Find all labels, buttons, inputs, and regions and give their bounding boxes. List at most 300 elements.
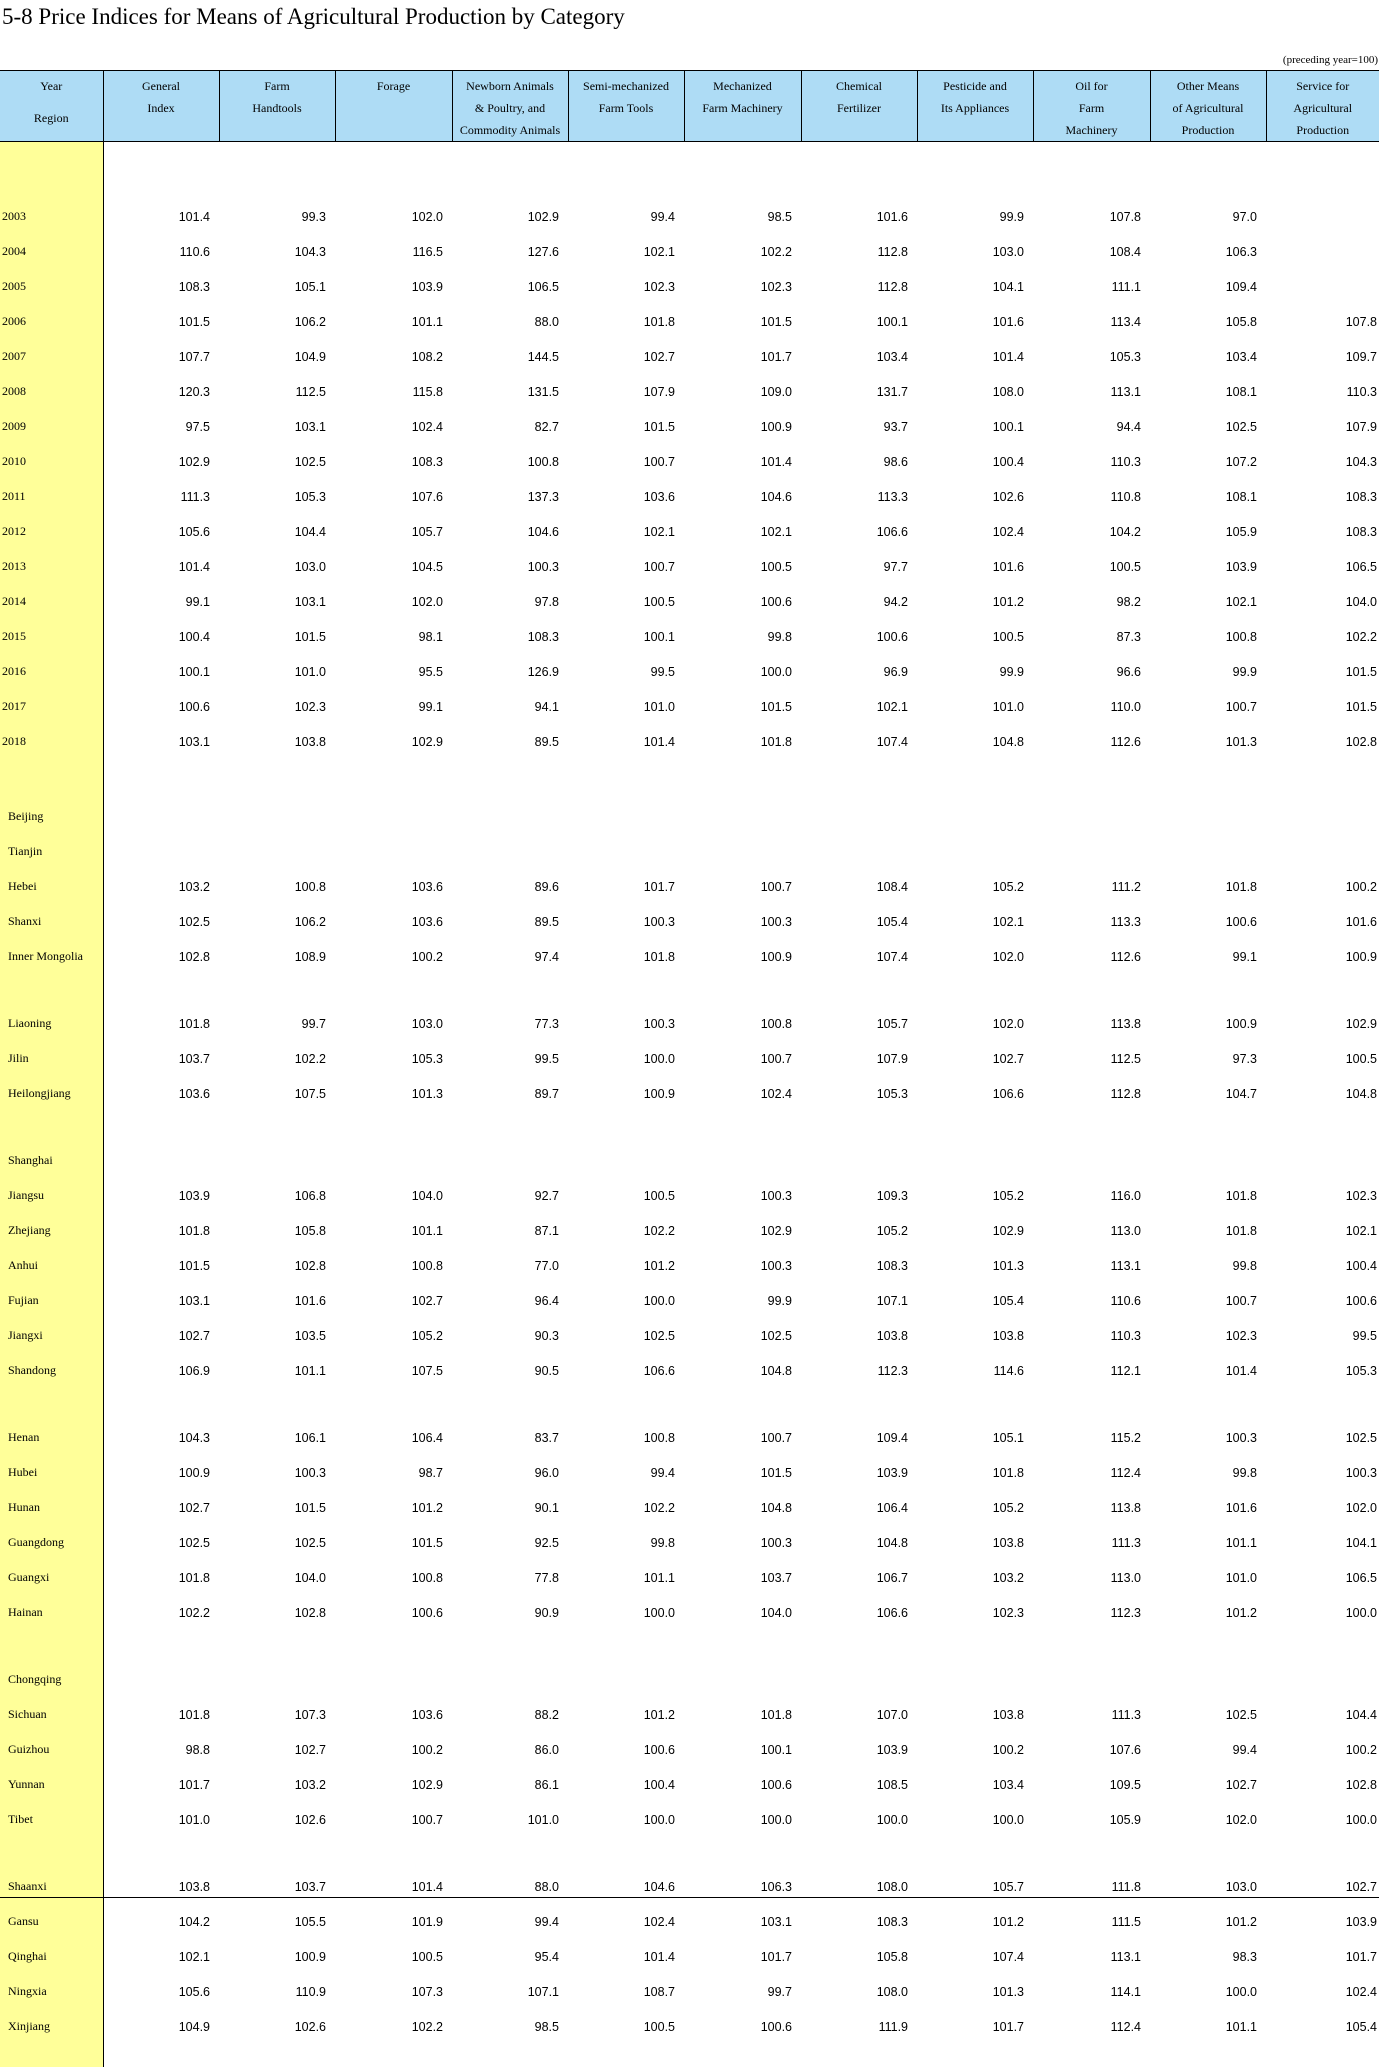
empty-cell: [568, 142, 684, 193]
value-cell: 105.3: [335, 1034, 452, 1069]
value-cell: [801, 827, 917, 862]
value-cell: 102.1: [1266, 1206, 1379, 1241]
value-cell: 100.1: [917, 402, 1033, 437]
value-cell: 113.0: [1033, 1206, 1150, 1241]
value-cell: 102.5: [1150, 402, 1266, 437]
value-cell: 98.5: [452, 2002, 568, 2037]
column-header-line: Production: [1267, 119, 1379, 141]
value-cell: 107.9: [801, 1034, 917, 1069]
year-label: 2005: [0, 262, 103, 297]
value-cell: 100.0: [801, 1795, 917, 1830]
region-label: Hunan: [0, 1483, 103, 1518]
value-cell: 103.8: [917, 1690, 1033, 1725]
value-cell: 102.5: [684, 1311, 801, 1346]
value-cell: 77.8: [452, 1553, 568, 1588]
value-cell: [568, 827, 684, 862]
column-header: [1033, 71, 1150, 142]
value-cell: 104.8: [684, 1483, 801, 1518]
empty-cell: [103, 1104, 219, 1136]
column-header: [103, 71, 219, 142]
region-row: [0, 1136, 1379, 1171]
value-cell: 103.6: [335, 1690, 452, 1725]
empty-cell: [452, 1623, 568, 1655]
value-cell: 101.6: [917, 297, 1033, 332]
value-cell: 92.7: [452, 1171, 568, 1206]
value-cell: 100.7: [1150, 1276, 1266, 1311]
empty-cell: [1266, 2037, 1379, 2067]
value-cell: 105.2: [917, 862, 1033, 897]
column-header-line: Forage: [336, 75, 452, 97]
spacer-row: [0, 1623, 1379, 1655]
value-cell: 102.7: [103, 1483, 219, 1518]
column-header-line: Commodity Animals: [453, 119, 568, 141]
value-cell: 100.3: [568, 999, 684, 1034]
value-cell: 110.3: [1033, 437, 1150, 472]
column-header: [684, 71, 801, 142]
value-cell: 89.5: [452, 717, 568, 752]
spacer-row: [0, 1381, 1379, 1413]
value-cell: 101.5: [1266, 682, 1379, 717]
value-cell: 103.1: [103, 1276, 219, 1311]
value-cell: 111.3: [103, 472, 219, 507]
value-cell: [1266, 192, 1379, 227]
value-cell: 110.8: [1033, 472, 1150, 507]
value-cell: [1150, 827, 1266, 862]
value-cell: 102.9: [684, 1206, 801, 1241]
empty-cell: [103, 752, 219, 792]
column-header-line: Oil for: [1034, 75, 1150, 97]
value-cell: 113.1: [1033, 367, 1150, 402]
value-cell: [1033, 1655, 1150, 1690]
value-cell: 126.9: [452, 647, 568, 682]
value-cell: [801, 792, 917, 827]
value-cell: 101.6: [1266, 897, 1379, 932]
value-cell: 104.3: [1266, 437, 1379, 472]
value-cell: 88.2: [452, 1690, 568, 1725]
value-cell: 103.9: [103, 1171, 219, 1206]
value-cell: 101.8: [917, 1448, 1033, 1483]
year-row: [0, 507, 1379, 542]
value-cell: 99.9: [1150, 647, 1266, 682]
year-label: 2007: [0, 332, 103, 367]
region-label: Gansu: [0, 1897, 103, 1932]
value-cell: 102.5: [103, 897, 219, 932]
empty-cell: [684, 967, 801, 999]
empty-cell: [1033, 752, 1150, 792]
year-label: 2015: [0, 612, 103, 647]
region-label: Liaoning: [0, 999, 103, 1034]
value-cell: 102.1: [1150, 577, 1266, 612]
value-cell: 103.8: [801, 1311, 917, 1346]
value-cell: 100.9: [219, 1932, 335, 1967]
empty-cell: [335, 1623, 452, 1655]
year-row: [0, 437, 1379, 472]
column-header-line: Its Appliances: [918, 97, 1033, 119]
value-cell: 102.3: [917, 1588, 1033, 1623]
value-cell: 98.3: [1150, 1932, 1266, 1967]
value-cell: 100.1: [684, 1725, 801, 1760]
empty-cell: [801, 1830, 917, 1862]
value-cell: 101.3: [917, 1967, 1033, 2002]
value-cell: 102.2: [568, 1483, 684, 1518]
value-cell: 101.4: [684, 437, 801, 472]
value-cell: 103.9: [1150, 542, 1266, 577]
empty-cell: [917, 967, 1033, 999]
value-cell: 103.2: [917, 1553, 1033, 1588]
value-cell: 102.5: [219, 437, 335, 472]
value-cell: 98.1: [335, 612, 452, 647]
region-row: [0, 1448, 1379, 1483]
value-cell: 96.4: [452, 1276, 568, 1311]
value-cell: 110.6: [103, 227, 219, 262]
value-cell: [219, 1136, 335, 1171]
value-cell: 97.7: [801, 542, 917, 577]
value-cell: 100.4: [917, 437, 1033, 472]
region-row: [0, 1862, 1379, 1897]
value-cell: [917, 1655, 1033, 1690]
region-row: [0, 1897, 1379, 1932]
value-cell: 102.7: [917, 1034, 1033, 1069]
value-cell: 107.3: [219, 1690, 335, 1725]
value-cell: 101.4: [917, 332, 1033, 367]
value-cell: 86.1: [452, 1760, 568, 1795]
value-cell: 113.3: [1033, 897, 1150, 932]
region-label: Guangxi: [0, 1553, 103, 1588]
value-cell: 102.0: [917, 932, 1033, 967]
value-cell: [335, 1136, 452, 1171]
year-label: 2006: [0, 297, 103, 332]
value-cell: 101.7: [568, 862, 684, 897]
value-cell: 99.8: [568, 1518, 684, 1553]
year-row: [0, 192, 1379, 227]
column-header-line: Farm Tools: [569, 97, 684, 119]
value-cell: 100.4: [568, 1760, 684, 1795]
value-cell: 100.0: [568, 1034, 684, 1069]
value-cell: 100.9: [1150, 999, 1266, 1034]
region-row: [0, 1795, 1379, 1830]
value-cell: 101.6: [801, 192, 917, 227]
empty-cell: [1150, 2037, 1266, 2067]
year-header-label: Year: [0, 75, 103, 97]
value-cell: 106.2: [219, 897, 335, 932]
value-cell: 101.0: [452, 1795, 568, 1830]
year-label: 2018: [0, 717, 103, 752]
value-cell: 96.9: [801, 647, 917, 682]
value-cell: 100.8: [568, 1413, 684, 1448]
value-cell: 103.9: [801, 1448, 917, 1483]
spacer-row: [0, 2037, 1379, 2067]
value-cell: 101.0: [568, 682, 684, 717]
value-cell: 111.2: [1033, 862, 1150, 897]
value-cell: 101.7: [684, 332, 801, 367]
region-header-label: Region: [0, 107, 103, 129]
year-label: 2009: [0, 402, 103, 437]
value-cell: 105.9: [1150, 507, 1266, 542]
value-cell: 99.9: [917, 647, 1033, 682]
empty-cell: [568, 967, 684, 999]
value-cell: 112.4: [1033, 2002, 1150, 2037]
value-cell: 99.4: [568, 1448, 684, 1483]
region-row: [0, 932, 1379, 967]
empty-cell: [1033, 1104, 1150, 1136]
value-cell: [335, 1655, 452, 1690]
value-cell: 108.3: [1266, 507, 1379, 542]
value-cell: 90.5: [452, 1346, 568, 1381]
value-cell: [103, 1136, 219, 1171]
value-cell: 100.6: [801, 612, 917, 647]
column-header-line: Other Means: [1151, 75, 1266, 97]
value-cell: 101.2: [917, 577, 1033, 612]
region-row: [0, 1690, 1379, 1725]
empty-cell: [1266, 142, 1379, 193]
region-label: Anhui: [0, 1241, 103, 1276]
value-cell: 103.8: [917, 1311, 1033, 1346]
empty-cell: [917, 1381, 1033, 1413]
empty-cell: [1266, 1381, 1379, 1413]
region-row: [0, 1171, 1379, 1206]
empty-cell: [219, 1104, 335, 1136]
value-cell: 109.4: [1150, 262, 1266, 297]
value-cell: 100.0: [684, 1795, 801, 1830]
value-cell: 105.3: [1033, 332, 1150, 367]
value-cell: 108.4: [801, 862, 917, 897]
column-header-line: Pesticide and: [918, 75, 1033, 97]
value-cell: 100.2: [1266, 1725, 1379, 1760]
value-cell: 100.8: [684, 999, 801, 1034]
empty-cell: [1150, 1830, 1266, 1862]
value-cell: 100.6: [684, 2002, 801, 2037]
value-cell: 103.2: [103, 862, 219, 897]
value-cell: 105.3: [801, 1069, 917, 1104]
value-cell: 105.8: [1150, 297, 1266, 332]
value-cell: 106.9: [103, 1346, 219, 1381]
value-cell: 103.0: [335, 999, 452, 1034]
value-cell: 110.6: [1033, 1276, 1150, 1311]
value-cell: 112.8: [1033, 1069, 1150, 1104]
empty-cell: [103, 142, 219, 193]
year-row: [0, 647, 1379, 682]
year-row: [0, 367, 1379, 402]
value-cell: [684, 792, 801, 827]
value-cell: 100.6: [1266, 1276, 1379, 1311]
value-cell: 105.4: [1266, 2002, 1379, 2037]
year-label: 2017: [0, 682, 103, 717]
column-header-line: Semi-mechanized: [569, 75, 684, 97]
value-cell: 106.3: [1150, 227, 1266, 262]
column-header-line: Chemical: [802, 75, 917, 97]
value-cell: 102.7: [1266, 1862, 1379, 1897]
value-cell: 101.8: [568, 297, 684, 332]
value-cell: 107.8: [1033, 192, 1150, 227]
value-cell: 99.4: [1150, 1725, 1266, 1760]
value-cell: 107.4: [801, 932, 917, 967]
value-cell: [1150, 792, 1266, 827]
value-cell: 101.8: [1150, 1171, 1266, 1206]
value-cell: 104.9: [103, 2002, 219, 2037]
table-bottom-rule: [0, 1897, 1379, 1898]
value-cell: [801, 1655, 917, 1690]
value-cell: 105.4: [917, 1276, 1033, 1311]
empty-cell: [568, 1381, 684, 1413]
stub-cell: [0, 1104, 103, 1136]
value-cell: 104.2: [1033, 507, 1150, 542]
value-cell: [452, 792, 568, 827]
value-cell: 107.2: [1150, 437, 1266, 472]
value-cell: 103.9: [335, 262, 452, 297]
value-cell: 102.7: [1150, 1760, 1266, 1795]
value-cell: 99.5: [452, 1034, 568, 1069]
value-cell: 106.6: [917, 1069, 1033, 1104]
value-cell: 100.7: [568, 437, 684, 472]
value-cell: 100.5: [568, 2002, 684, 2037]
value-cell: 120.3: [103, 367, 219, 402]
value-cell: 99.1: [103, 577, 219, 612]
empty-cell: [335, 1830, 452, 1862]
empty-cell: [452, 142, 568, 193]
value-cell: 97.4: [452, 932, 568, 967]
value-cell: [1266, 1655, 1379, 1690]
year-label: 2004: [0, 227, 103, 262]
value-cell: 101.5: [1266, 647, 1379, 682]
value-cell: 108.4: [1033, 227, 1150, 262]
spacer-row: [0, 142, 1379, 193]
value-cell: 90.9: [452, 1588, 568, 1623]
value-cell: 101.4: [103, 542, 219, 577]
value-cell: 102.4: [917, 507, 1033, 542]
empty-cell: [103, 2037, 219, 2067]
value-cell: 101.5: [684, 297, 801, 332]
value-cell: [335, 792, 452, 827]
region-row: [0, 1206, 1379, 1241]
value-cell: 102.0: [1266, 1483, 1379, 1518]
empty-cell: [801, 1104, 917, 1136]
value-cell: 108.3: [452, 612, 568, 647]
stub-cell: [0, 1830, 103, 1862]
value-cell: 105.2: [335, 1311, 452, 1346]
page-title: 5-8 Price Indices for Means of Agricultural Production by Category: [2, 2, 625, 32]
value-cell: 100.7: [684, 1413, 801, 1448]
value-cell: 101.5: [568, 402, 684, 437]
value-cell: 95.5: [335, 647, 452, 682]
empty-cell: [103, 967, 219, 999]
value-cell: 101.0: [1150, 1553, 1266, 1588]
value-cell: 112.8: [801, 262, 917, 297]
year-row: [0, 717, 1379, 752]
value-cell: 102.6: [219, 1795, 335, 1830]
value-cell: 101.4: [103, 192, 219, 227]
value-cell: 100.0: [917, 1795, 1033, 1830]
value-cell: 102.5: [568, 1311, 684, 1346]
value-cell: 101.8: [103, 999, 219, 1034]
value-cell: [103, 827, 219, 862]
stub-cell: [0, 1381, 103, 1413]
value-cell: 89.5: [452, 897, 568, 932]
empty-cell: [917, 752, 1033, 792]
value-cell: 99.9: [917, 192, 1033, 227]
value-cell: [1033, 827, 1150, 862]
value-cell: 100.4: [1266, 1241, 1379, 1276]
value-cell: 102.1: [568, 507, 684, 542]
value-cell: 102.1: [568, 227, 684, 262]
value-cell: 102.0: [1150, 1795, 1266, 1830]
empty-cell: [1033, 967, 1150, 999]
value-cell: 99.5: [1266, 1311, 1379, 1346]
value-cell: 101.1: [335, 1206, 452, 1241]
value-cell: 102.6: [219, 2002, 335, 2037]
value-cell: 106.6: [801, 507, 917, 542]
value-cell: 101.4: [1150, 1346, 1266, 1381]
region-row: [0, 1725, 1379, 1760]
value-cell: 102.9: [452, 192, 568, 227]
empty-cell: [219, 967, 335, 999]
value-cell: 102.8: [1266, 717, 1379, 752]
empty-cell: [568, 1104, 684, 1136]
empty-cell: [1266, 1623, 1379, 1655]
value-cell: 103.7: [103, 1034, 219, 1069]
region-label: Xinjiang: [0, 2002, 103, 2037]
value-cell: 116.5: [335, 227, 452, 262]
value-cell: 101.1: [568, 1553, 684, 1588]
value-cell: 101.8: [684, 1690, 801, 1725]
value-cell: 101.2: [1150, 1897, 1266, 1932]
value-cell: 101.2: [568, 1690, 684, 1725]
empty-cell: [917, 142, 1033, 193]
value-cell: 98.6: [801, 437, 917, 472]
value-cell: 108.0: [801, 1967, 917, 2002]
value-cell: 105.7: [335, 507, 452, 542]
empty-cell: [1266, 1104, 1379, 1136]
value-cell: 101.1: [1150, 1518, 1266, 1553]
table-body: [0, 142, 1379, 2067]
empty-cell: [1033, 142, 1150, 193]
value-cell: 104.8: [917, 717, 1033, 752]
value-cell: 102.7: [219, 1725, 335, 1760]
value-cell: [1266, 227, 1379, 262]
empty-cell: [801, 1623, 917, 1655]
value-cell: 101.1: [335, 297, 452, 332]
value-cell: 102.4: [568, 1897, 684, 1932]
value-cell: 77.0: [452, 1241, 568, 1276]
value-cell: 112.5: [219, 367, 335, 402]
column-header-line: Production: [1151, 119, 1266, 141]
value-cell: 101.6: [219, 1276, 335, 1311]
value-cell: 109.5: [1033, 1760, 1150, 1795]
region-row: [0, 1276, 1379, 1311]
value-cell: [568, 1655, 684, 1690]
column-header: [917, 71, 1033, 142]
value-cell: 107.6: [1033, 1725, 1150, 1760]
statistics-table-container: [0, 70, 1379, 1897]
value-cell: 108.1: [1150, 367, 1266, 402]
empty-cell: [1150, 142, 1266, 193]
value-cell: 103.8: [219, 717, 335, 752]
empty-cell: [1266, 1830, 1379, 1862]
value-cell: 112.5: [1033, 1034, 1150, 1069]
value-cell: [917, 1136, 1033, 1171]
region-row: [0, 1241, 1379, 1276]
value-cell: 108.3: [801, 1897, 917, 1932]
value-cell: 103.2: [219, 1760, 335, 1795]
unit-note: (preceding year=100): [1283, 54, 1378, 66]
value-cell: 105.2: [917, 1171, 1033, 1206]
value-cell: 100.3: [684, 897, 801, 932]
value-cell: 82.7: [452, 402, 568, 437]
value-cell: 102.8: [1266, 1760, 1379, 1795]
value-cell: 103.7: [219, 1862, 335, 1897]
value-cell: 105.8: [801, 1932, 917, 1967]
value-cell: 103.4: [801, 332, 917, 367]
region-label: Yunnan: [0, 1760, 103, 1795]
